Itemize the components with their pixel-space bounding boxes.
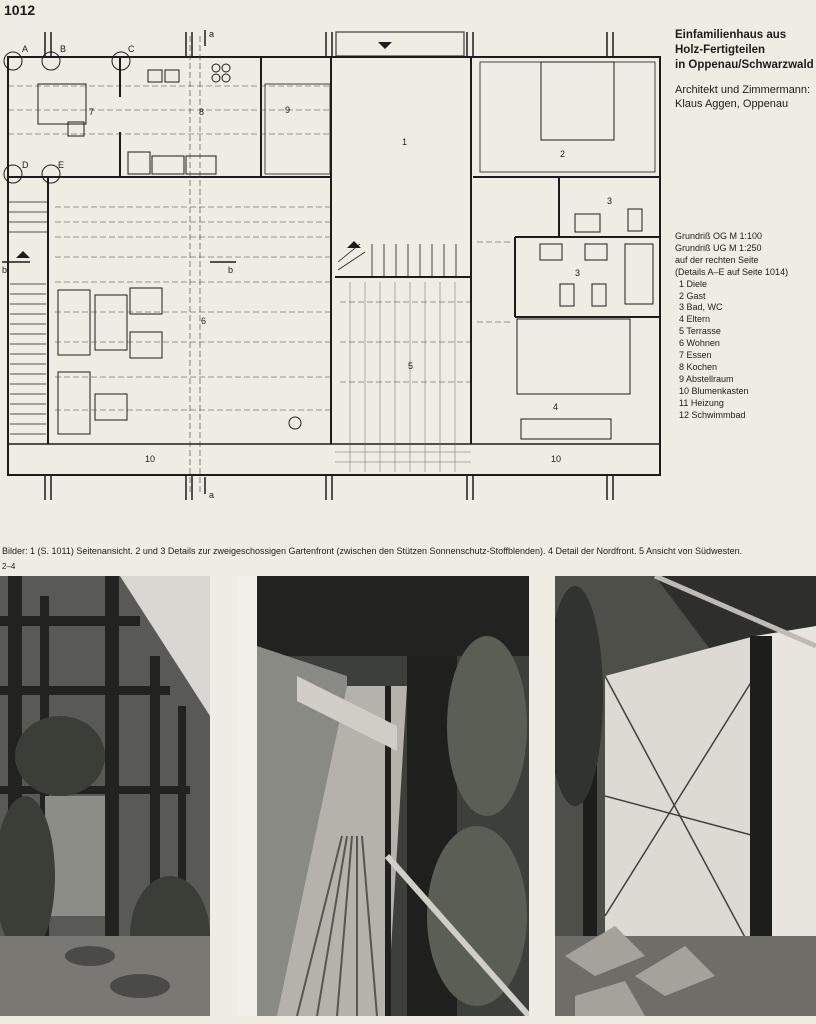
article-title-line-3: in Oppenau/Schwarzwald	[675, 59, 814, 71]
page-number: 1012	[4, 2, 36, 18]
scale-line-2: Grundriß UG M 1:250	[675, 242, 762, 253]
section-marker-b-right: b	[228, 265, 234, 275]
floor-plan	[0, 22, 668, 506]
legend-item: 6 Wohnen	[679, 338, 720, 349]
photo-north-facade	[555, 576, 816, 1016]
room-label-6: 6	[201, 316, 207, 326]
detail-marker-d: D	[22, 160, 29, 170]
room-label-10-left: 10	[145, 454, 156, 464]
photo-caption: Bilder: 1 (S. 1011) Seitenansicht. 2 und 3 Details zur zweigeschossigen Gartenfront (zwischen den Stützen Sonnenschutz-Stoffblenden). 4 Detail der Nordfront. 5 Ansicht von Südwesten.	[2, 546, 743, 556]
section-marker-a-top: a	[209, 29, 215, 39]
photo-walkway	[237, 576, 529, 1016]
legend-item: 10 Blumenkasten	[679, 385, 749, 396]
photo-garden-facade	[0, 576, 210, 1016]
room-label-2: 2	[560, 149, 566, 159]
scale-line-3: auf der rechten Seite	[675, 254, 759, 265]
figure-range: 2–4	[2, 562, 16, 571]
legend-list	[675, 279, 816, 422]
architect-credit	[675, 83, 816, 111]
legend-item: 8 Kochen	[679, 361, 718, 372]
room-label-9: 9	[285, 105, 291, 115]
architect-label: Architekt und Zimmermann:	[675, 84, 811, 96]
room-label-10-right: 10	[551, 454, 562, 464]
plan-outer-wall	[8, 57, 660, 475]
detail-marker-e: E	[58, 160, 65, 170]
scale-line-1: Grundriß OG M 1:100	[675, 231, 763, 241]
room-label-3-lower: 3	[575, 268, 581, 278]
article-title-line-1: Einfamilienhaus aus	[675, 29, 787, 41]
legend-item: 12 Schwimmbad	[679, 409, 746, 420]
room-label-1: 1	[402, 137, 408, 147]
section-marker-a-bottom: a	[209, 490, 215, 500]
section-marker-b-left: b	[2, 265, 8, 275]
article-title-line-2: Holz-Fertigteilen	[675, 44, 766, 56]
legend-item: 3 Bad, WC	[679, 302, 723, 313]
detail-marker-a: A	[22, 44, 29, 54]
legend-item: 5 Terrasse	[679, 326, 721, 337]
room-label-7: 7	[89, 107, 95, 117]
title-block	[675, 28, 816, 111]
legend-item: 11 Heizung	[679, 397, 724, 408]
room-label-4: 4	[553, 402, 559, 412]
legend-item: 7 Essen	[679, 350, 712, 361]
legend	[675, 231, 816, 422]
detail-marker-b: B	[60, 44, 67, 54]
room-label-3-upper: 3	[607, 196, 613, 206]
legend-item: 9 Abstellraum	[679, 373, 734, 384]
legend-item: 2 Gast	[679, 290, 706, 301]
scale-line-4: (Details A–E auf Seite 1014)	[675, 266, 789, 277]
room-label-8: 8	[199, 107, 205, 117]
legend-item: 1 Diele	[679, 278, 708, 289]
detail-marker-c: C	[128, 44, 135, 54]
room-label-5: 5	[408, 361, 414, 371]
legend-item: 4 Eltern	[679, 314, 711, 325]
architect-name: Klaus Aggen, Oppenau	[675, 98, 789, 110]
